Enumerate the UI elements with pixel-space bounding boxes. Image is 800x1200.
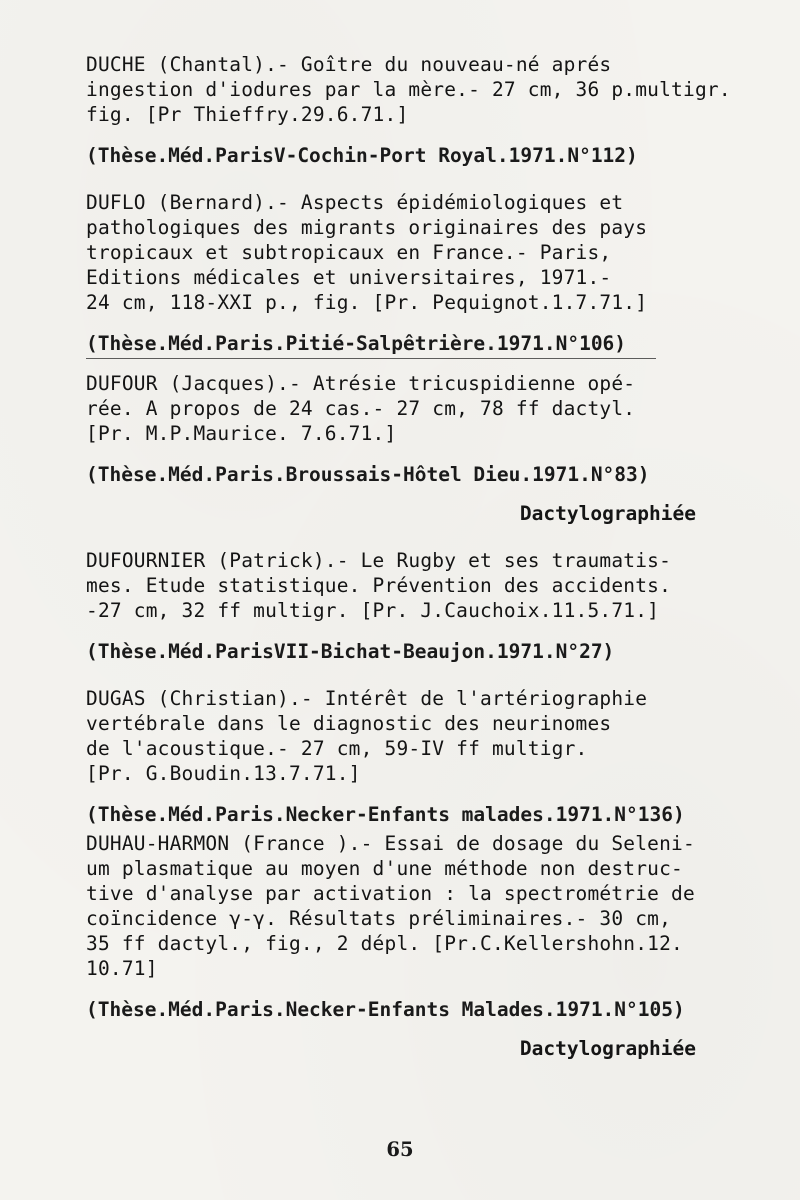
entry-line: tive d'analyse par activation : la spectrométrie de — [86, 882, 695, 905]
dactylographiee-note: Dactylographiée — [519, 1037, 696, 1060]
entry-line: Editions médicales et universitaires, 1971.- — [86, 266, 612, 289]
entry-line: ingestion d'iodures par la mère.- 27 cm, 36 p.multigr. — [86, 78, 731, 101]
entry-line: DUFOURNIER (Patrick).- Le Rugby et ses traumatis- — [86, 549, 672, 572]
entry-line: DUCHE (Chantal).- Goître du nouveau-né aprés — [86, 53, 612, 76]
entry-line: DUHAU-HARMON (France ).- Essai de dosage du Seleni- — [86, 832, 695, 855]
thesis-reference: (Thèse.Méd.Paris.Necker-Enfants malades.1971.N°136) — [86, 803, 685, 826]
dactylographiee-note: Dactylographiée — [519, 502, 696, 525]
entry-line: 35 ff dactyl., fig., 2 dépl. [Pr.C.Kellershohn.12. — [86, 932, 683, 955]
spacer — [86, 168, 726, 190]
bibliography-entries — [86, 52, 731, 1061]
entry-line: DUFLO (Bernard).- Aspects épidémiologiques et — [86, 191, 624, 214]
entry-line: pathologiques des migrants originaires des pays — [86, 216, 648, 239]
entry-line: 10.71] — [86, 957, 158, 980]
thesis-reference: (Thèse.Méd.ParisVII-Bichat-Beaujon.1971.N°27) — [86, 640, 615, 663]
thesis-reference: (Thèse.Méd.ParisV-Cochin-Port Royal.1971.N°112) — [86, 144, 638, 167]
entry-line: tropicaux et subtropicaux en France.- Paris, — [86, 241, 612, 264]
thesis-reference: (Thèse.Méd.Paris.Necker-Enfants Malades.1971.N°105) — [86, 998, 685, 1021]
spacer — [86, 664, 726, 686]
entry-line: DUFOUR (Jacques).- Atrésie tricuspidienne opé- — [86, 372, 636, 395]
entry-duche — [86, 52, 731, 168]
spacer — [86, 359, 726, 371]
entry-line: DUGAS (Christian).- Intérêt de l'artériographie — [86, 687, 648, 710]
entry-line: [Pr. M.P.Maurice. 7.6.71.] — [86, 422, 397, 445]
entry-line: [Pr. G.Boudin.13.7.71.] — [86, 762, 361, 785]
entry-line: fig. [Pr Thieffry.29.6.71.] — [86, 103, 409, 126]
thesis-reference: (Thèse.Méd.Paris.Broussais-Hôtel Dieu.1971.N°83) — [86, 463, 650, 486]
entry-line: 24 cm, 118-XXI p., fig. [Pr. Pequignot.1.7.71.] — [86, 291, 648, 314]
spacer — [86, 526, 726, 548]
entry-duhau-harmon — [86, 831, 726, 1061]
entry-line: vertébrale dans le diagnostic des neurinomes — [86, 712, 612, 735]
entry-line: mes. Etude statistique. Prévention des accidents. — [86, 574, 672, 597]
thesis-reference: (Thèse.Méd.Paris.Pitié-Salpêtrière.1971.N°106) — [86, 332, 627, 355]
entry-dugas — [86, 686, 726, 827]
entry-dufournier — [86, 548, 726, 664]
entry-duflo — [86, 190, 726, 359]
entry-line: um plasmatique au moyen d'une méthode non destruc- — [86, 857, 683, 880]
separator-rule — [86, 358, 656, 359]
entry-line: coïncidence γ-γ. Résultats préliminaires.- 30 cm, — [86, 907, 672, 930]
entry-line: rée. A propos de 24 cas.- 27 cm, 78 ff dactyl. — [86, 397, 636, 420]
entry-line: de l'acoustique.- 27 cm, 59-IV ff multigr. — [86, 737, 588, 760]
entry-dufour — [86, 371, 726, 526]
entry-line: -27 cm, 32 ff multigr. [Pr. J.Cauchoix.11.5.71.] — [86, 599, 660, 622]
page-number: 65 — [386, 1138, 414, 1161]
